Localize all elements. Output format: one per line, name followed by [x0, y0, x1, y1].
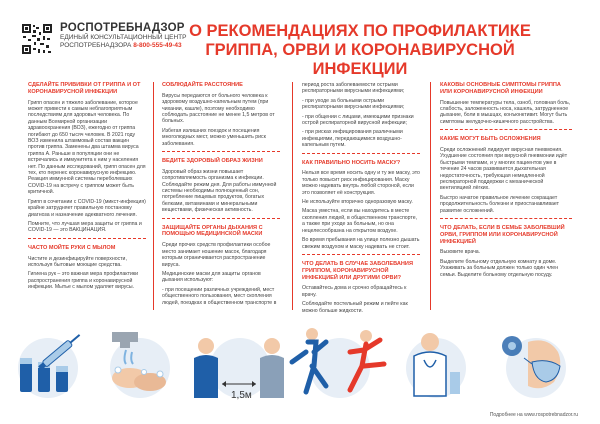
- heading-how-to-wear-mask: КАК ПРАВИЛЬНО НОСИТЬ МАСКУ?: [302, 159, 401, 166]
- paragraph: Нельзя все время носить одну и ту же маску, это только повысит риск инфицирования. Маску можно надевать внутрь любой стороной, если это позволяет её конструкция.: [302, 170, 420, 196]
- paragraph: Здоровый образ жизни повышает сопротивляемость организма к инфекции. Соблюдайте режим дня. Для работы иммунной системы необходимы полноценный сон, потребление пищевых продуктов, богатых белками, витаминами и минеральными веществами, физическая активность.: [162, 168, 277, 214]
- paragraph: Повышение температуры тела, озноб, головная боль, слабость, заложенность носа, кашель, затрудненное дыхание, боли в мышцах, конъюнктивит. Могут быть симптомы желудочно-кишечного расстройства.: [440, 99, 571, 125]
- paragraph: Вирусы передаются от больного человека к здоровому воздушно-капельным путем (при чихании, кашле), поэтому необходимо соблюдать расстояние не менее 1,5 метров от больных.: [162, 92, 275, 125]
- illustration-strip: [0, 312, 600, 412]
- distance-label: 1,5м: [231, 390, 252, 401]
- paragraph: - при рисках инфицирования различными инфекциями, передающимися воздушно-капельным путем.: [302, 129, 403, 149]
- heading-family-member-sick: ЧТО ДЕЛАТЬ, ЕСЛИ В СЕМЬЕ ЗАБОЛЕВШИЙ ОРВИ, ГРИППОМ ИЛИ КОРОНАВИРУСНОЙ ИНФЕКЦИЕЙ: [440, 225, 565, 245]
- column-mask-usage: [302, 82, 420, 317]
- heading-vaccination: СДЕЛАЙТЕ ПРИВИВКИ ОТ ГРИППА И ОТ КОРОНАВИРУСНОЙ ИНФЕКЦИИ: [28, 82, 141, 95]
- paragraph: Выделите больному отдельную комнату в доме. Ухаживать за больным должен только один член семьи. Выделите больному отдельную посуду.: [440, 258, 559, 278]
- paragraph: - при уходе за больными острыми респираторными вирусными инфекциями;: [302, 97, 405, 111]
- divider: [28, 238, 146, 239]
- heading-symptoms: КАКОВЫ ОСНОВНЫЕ СИМПТОМЫ ГРИППА ИЛИ КОРОНАВИРУСНОЙ ИНФЕКЦИИ: [440, 82, 561, 95]
- column-divider: [430, 82, 431, 310]
- page-title: [180, 22, 540, 79]
- paragraph: - при общении с лицами, имеющими признаки острой респираторной вирусной инфекции;: [302, 113, 414, 127]
- org-line-2-prefix: РОСПОТРЕБНАДЗОРА: [60, 42, 132, 49]
- divider: [162, 151, 280, 152]
- doctor-icon: [406, 333, 466, 398]
- divider: [302, 153, 420, 154]
- column-distance: [162, 82, 280, 309]
- divider: [162, 218, 280, 219]
- divider: [302, 254, 420, 255]
- paragraph: Быстро начатое правильное лечение сокращает продолжительность болезни и приостанавливает развитие осложнений.: [440, 194, 559, 214]
- paragraph: - при посещении различных учреждений, мест общественного пользования, мест скопления людей, поездках в общественном транспорте в: [162, 286, 277, 306]
- org-block: [60, 22, 186, 50]
- paragraph: Медицинские маски для защиты органов дыхания используют:: [162, 270, 261, 284]
- paragraph: Помните, что лучшая мера защиты от гриппа и COVID-19 — это ВАКЦИНАЦИЯ.: [28, 220, 142, 234]
- paragraph: Избегая излишних поездок и посещения многолюдных мест, можно уменьшить риск заболевания.: [162, 127, 266, 147]
- paragraph: Среди прочих средств профилактики особое место занимает ношение масок, благодаря которым ограничивается распространение вируса.: [162, 242, 271, 268]
- column-vaccination: [28, 82, 146, 294]
- paragraph: Грипп в сочетании с COVID-19 (микст-инфекция) крайне затрудняет правильную постановку диагноза и назначение адекватного лечения.: [28, 198, 146, 218]
- hand-washing-icon: [110, 332, 170, 398]
- column-divider: [153, 82, 154, 310]
- column-divider: [292, 82, 293, 310]
- heading-complications: КАКИЕ МОГУТ БЫТЬ ОСЛОЖНЕНИЯ: [440, 136, 541, 143]
- page-title-line-2: ГРИППА, ОРВИ И КОРОНАВИРУСНОЙ ИНФЕКЦИИ: [205, 41, 515, 78]
- paragraph: Соблюдайте постельный режим и пейте как можно больше жидкости.: [302, 301, 408, 314]
- paragraph: Маска уместна, если вы находитесь в месте скопления людей, в общественном транспорте, а также при уходе за больным, но она нецелесообразна на открытом воздухе.: [302, 208, 418, 234]
- org-name: РОСПОТРЕБНАДЗОР: [60, 22, 185, 34]
- qr-code-icon: [22, 24, 52, 54]
- paragraph: Чистите и дезинфицируйте поверхности, используя бытовые моющие средства.: [28, 255, 127, 268]
- paragraph: Среди осложнений лидирует вирусная пневмония. Ухудшение состояния при вирусной пневмонии идёт быстрыми темпами, и у многих пациентов уже в течение 24 часов развивается дыхательная недостаточность, требующая немедленной респираторной поддержки с механической вентиляцией лёгких.: [440, 147, 568, 192]
- paragraph: Оставайтесь дома и срочно обращайтесь к врачу.: [302, 285, 407, 298]
- heading-wash-hands: ЧАСТО МОЙТЕ РУКИ С МЫЛОМ: [28, 244, 116, 251]
- paragraph: период роста заболеваемости острыми респираторными вирусными инфекциями;: [302, 82, 405, 95]
- heading-if-sick: ЧТО ДЕЛАТЬ В СЛУЧАЕ ЗАБОЛЕВАНИЯ ГРИППОМ, КОРОНАВИРУСНОЙ ИНФЕКЦИЕЙ ИЛИ ДРУГИМИ ОРВИ?: [302, 260, 413, 281]
- hotline-phone[interactable]: 8-800-555-49-43: [133, 42, 182, 49]
- paragraph: Не используйте вторично одноразовую маску.: [302, 199, 413, 206]
- heading-healthy-lifestyle: ВЕДИТЕ ЗДОРОВЫЙ ОБРАЗ ЖИЗНИ: [162, 158, 263, 165]
- vaccine-icon: [18, 332, 82, 398]
- paragraph: Вызовите врача.: [440, 249, 481, 256]
- exercise-icon: [292, 328, 384, 398]
- paragraph: Во время пребывания на улице полезно дышать свежим воздухом и маску надевать не стоит.: [302, 237, 420, 250]
- page-title-line-1: О РЕКОМЕНДАЦИЯХ ПО ПРОФИЛАКТИКЕ: [189, 22, 531, 40]
- footer-source-link[interactable]: Подробнее на www.rospotrebnadzor.ru: [489, 412, 578, 418]
- org-line-2: [60, 42, 186, 50]
- divider: [440, 218, 572, 219]
- heading-distance: СОБЛЮДАЙТЕ РАССТОЯНИЕ: [162, 82, 243, 88]
- org-line-1: ЕДИНЫЙ КОНСУЛЬТАЦИОННЫЙ ЦЕНТР: [60, 34, 187, 41]
- distance-icon: [194, 338, 284, 401]
- paragraph: Грипп опасен и тяжело заболевание, которое может привести к самым неблагоприятным последствиям для здоровья человека. По данным Всемирной организации здравоохранения (ВОЗ), ежегодно от гриппа погибают до 650 тысяч человек. В 2021 году ВОЗ изменила штаммовый состав вакцин против гриппа. Заменены два штамма вируса гриппа A. Раньше в популяции они не встречались и иммунитета к ним у населения нет. По данным исследований, грипп опасен для тех, кто перенес коронавирусную инфекцию. Реакция иммунной системы переболевших COVID-19 на встречу с гриппом может быть критичной.: [28, 99, 146, 196]
- paragraph: Гигиена рук – это важная мера профилактики распространения гриппа и коронавирусной инфекции. Мытье с мылом удаляет вирусы.: [28, 271, 139, 291]
- heading-mask: ЗАЩИЩАЙТЕ ОРГАНЫ ДЫХАНИЯ С ПОМОЩЬЮ МЕДИЦИНСКОЙ МАСКИ: [162, 224, 263, 238]
- divider: [440, 129, 572, 130]
- mask-icon: [502, 336, 566, 398]
- column-symptoms: [440, 82, 572, 281]
